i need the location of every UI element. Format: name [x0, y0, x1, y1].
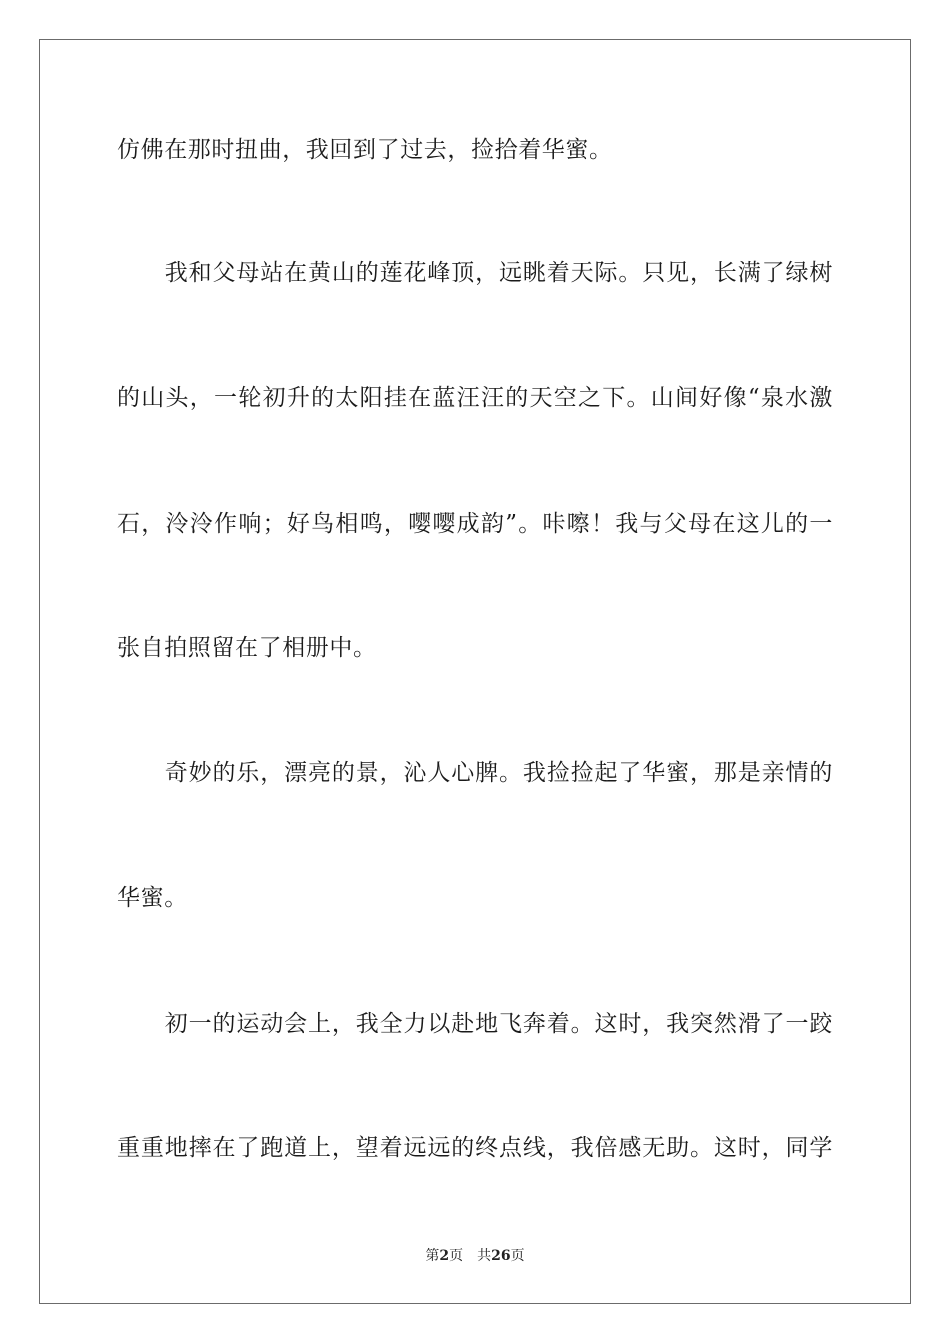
page-footer	[0, 1246, 950, 1266]
text-line-3: 的山头，一轮初升的太阳挂在蓝汪汪的天空之下。山间好像“泉水激	[117, 385, 833, 411]
footer-page-unit: 页	[449, 1248, 464, 1264]
text-line-5: 张自拍照留在了相册中。	[117, 635, 377, 661]
text-line-6: 奇妙的乐，漂亮的景，沁人心脾。我捡捡起了华蜜，那是亲情的	[117, 760, 833, 786]
footer-total-prefix: 共	[477, 1248, 492, 1264]
footer-current-page: 2	[439, 1248, 450, 1264]
text-line-1: 仿佛在那时扭曲，我回到了过去，捡拾着华蜜。	[117, 137, 613, 163]
footer-total-pages: 26	[491, 1248, 511, 1264]
text-line-9: 重重地摔在了跑道上，望着远远的终点线，我倍感无助。这时，同学	[117, 1135, 833, 1161]
text-line-8: 初一的运动会上，我全力以赴地飞奔着。这时，我突然滑了一跤	[117, 1011, 833, 1037]
text-line-2: 我和父母站在黄山的莲花峰顶，远眺着天际。只见，长满了绿树	[117, 260, 833, 286]
footer-page-prefix: 第	[425, 1248, 440, 1264]
text-line-4: 石，泠泠作响；好鸟相鸣，嘤嘤成韵”。咔嚓！我与父母在这儿的一	[117, 511, 833, 537]
page-border	[39, 39, 911, 1304]
text-line-7: 华蜜。	[117, 885, 188, 911]
footer-total-unit: 页	[510, 1248, 525, 1264]
